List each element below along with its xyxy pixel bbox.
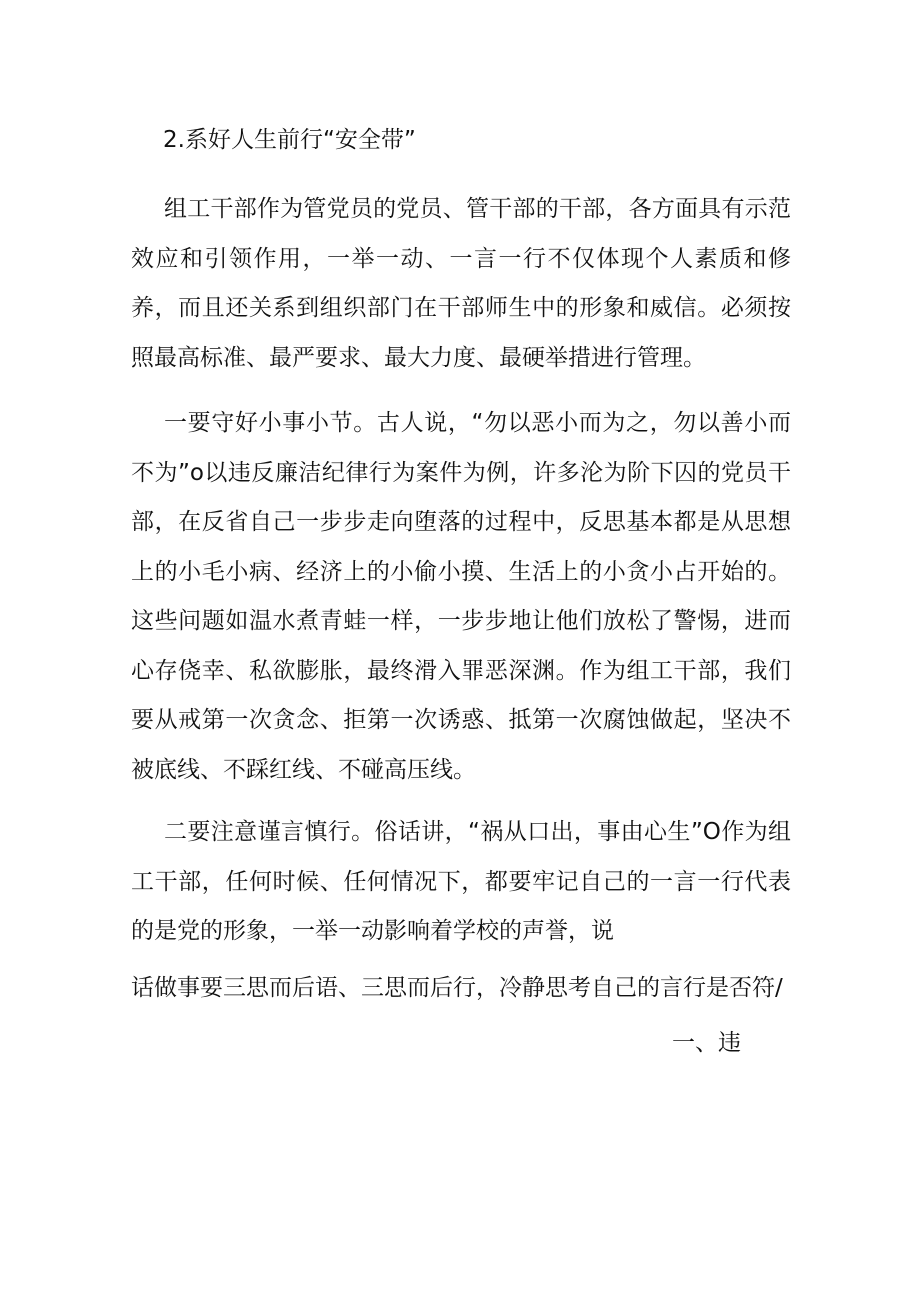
continuation-line: 话做事要三思而后语、三思而后行，冷静思考自己的言行是否符/ [131, 975, 783, 1001]
paragraph-small-matters: 一要守好小事小节。古人说，“勿以恶小而为之，勿以善小而不为”o以违反廉洁纪律行为案件为例，许多沦为阶下囚的党员干部，在反省自己一步步走向堕落的过程中，反思基本都是从思想上的小毛小病、经济上的小偷小摸、生活上的小贪小占开始的。这些问题如温水煮青蛙一样，一步步地让他们放松了警惕，进而心存侥幸、私欲膨胀，最终滑入罪恶深渊。作为组工干部，我们要从戒第一次贪念、拒第一次诱惑、抵第一次腐蚀做起，坚决不被底线、不踩红线、不碰高压线。 [131, 410, 791, 783]
section-heading: 2.系好人生前行“安全带” [163, 127, 416, 153]
paragraph-prudent-speech: 二要注意谨言慎行。俗话讲，“祸从口出，事由心生”O作为组工干部，任何时候、任何情况下，都要牢记自己的一言一行代表的是党的形象，一举一动影响着学校的声誉，说 [131, 819, 791, 944]
paragraph-intro: 组工干部作为管党员的党员、管干部的干部，各方面具有示范效应和引领作用，一举一动、一言一行不仅体现个人素质和修养，而且还关系到组织部门在干部师生中的形象和威信。必须按照最高标准、最严要求、最大力度、最硬举措进行管理。 [131, 196, 791, 371]
trailing-fragment: 一、违 [672, 1030, 741, 1056]
